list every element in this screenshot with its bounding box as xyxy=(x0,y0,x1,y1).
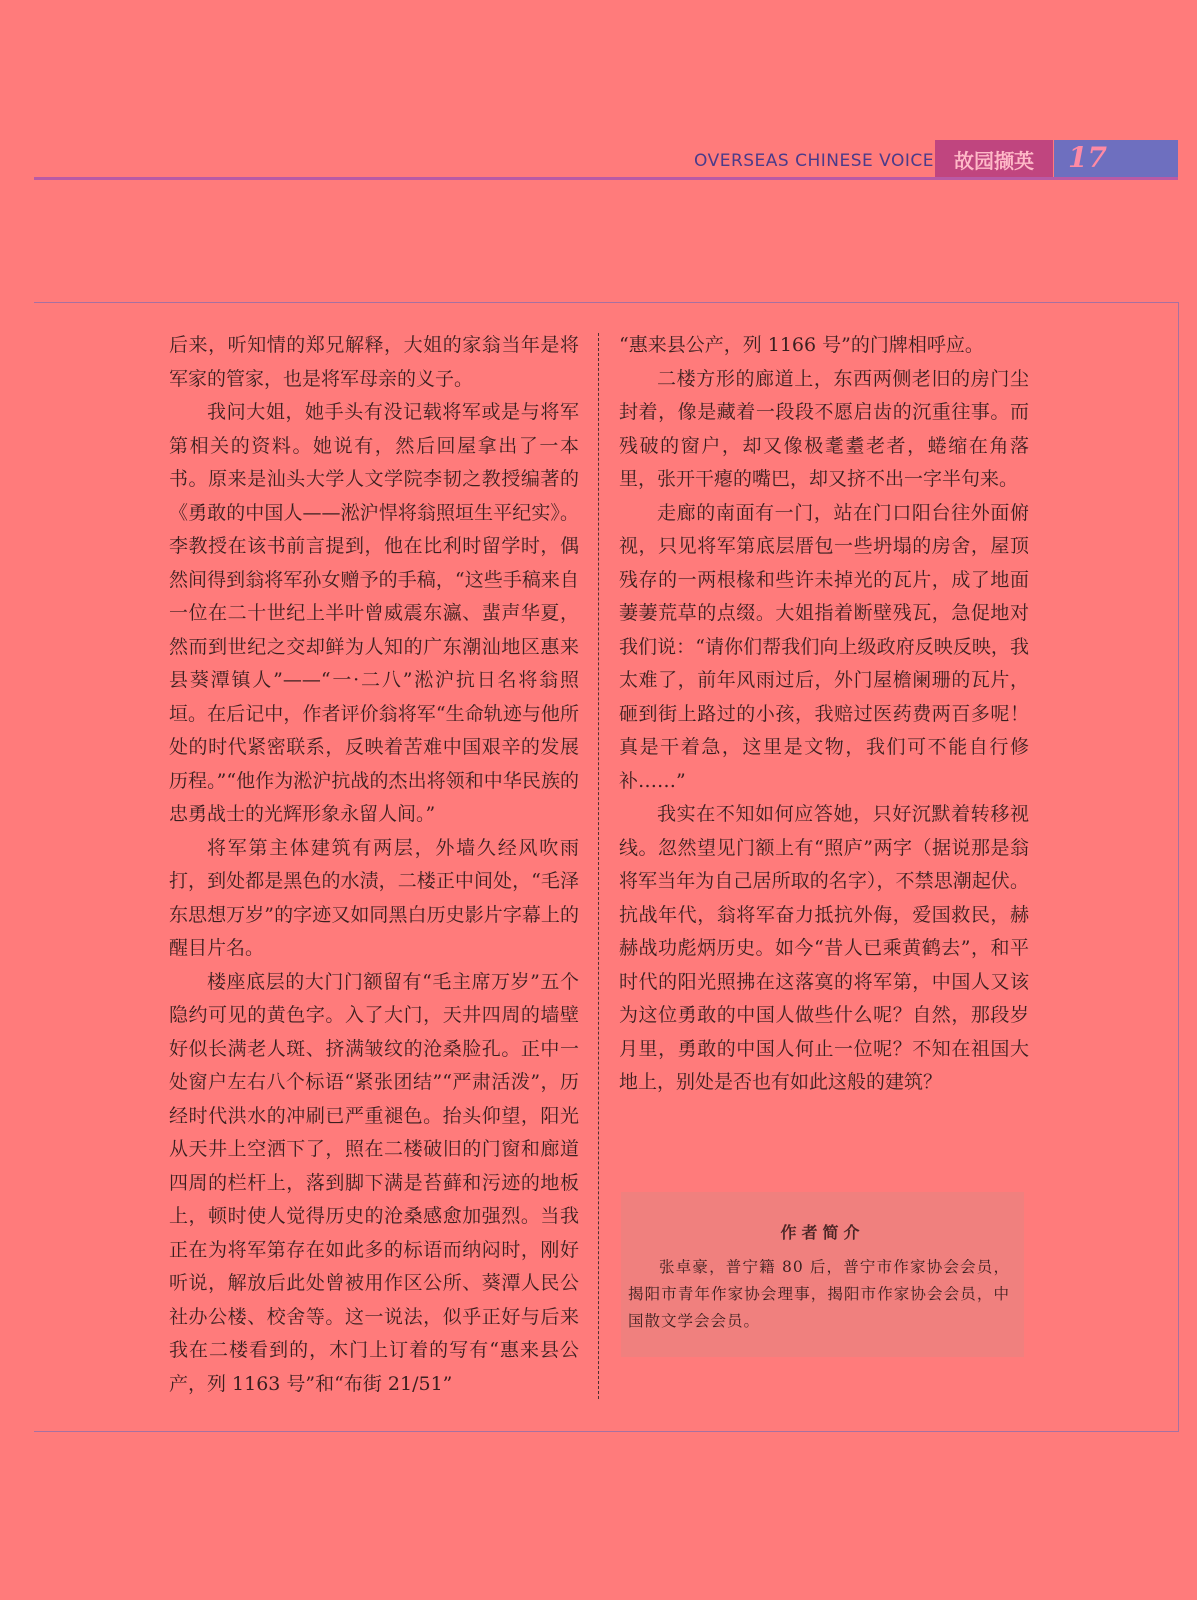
paragraph: 走廊的南面有一门，站在门口阳台往外面俯视，只见将军第底层厝包一些坍塌的房舍，屋顶残存的一两根椽和些许未掉光的瓦片，成了地面萋萋荒草的点缀。大姐指着断壁残瓦，急促地对我们说：“请你们帮我们向上级政府反映反映，我太难了，前年风雨过后，外门屋檐阑珊的瓦片，砸到街上路过的小孩，我赔过医药费两百多呢！真是干着急，这里是文物，我们可不能自行修补……” xyxy=(619,501,1029,792)
paragraph: 二楼方形的廊道上，东西两侧老旧的房门尘封着，像是藏着一段段不愿启齿的沉重往事。而残破的窗户，却又像极耄耋老者，蜷缩在角落里，张开干瘪的嘴巴，却又挤不出一字半句来。 xyxy=(619,367,1029,490)
section-tab: 故园撷英 xyxy=(935,140,1053,178)
paragraph: “惠来县公产，列 1166 号”的门牌相呼应。 xyxy=(619,334,984,356)
frame-top-line xyxy=(34,302,1178,303)
author-bio-box xyxy=(621,1192,1024,1357)
author-bio-text: 张卓豪，普宁籍 80 后，普宁市作家协会会员，揭阳市青年作家协会理事，揭阳市作家协会会员，中国散文学会会员。 xyxy=(628,1258,1010,1330)
page-number-box xyxy=(1054,140,1178,178)
magazine-name: OVERSEAS CHINESE VOICE xyxy=(694,151,935,171)
paragraph: 我实在不知如何应答她，只好沉默着转移视线。忽然望见门额上有“照庐”两字（据说那是翁将军当年为自己居所取的名字），不禁思潮起伏。抗战年代，翁将军奋力抵抗外侮，爱国救民，赫赫战功彪炳历史。如今“昔人已乘黄鹤去”，和平时代的阳光照拂在这落寞的将军第，中国人又该为这位勇敢的中国人做些什么呢？自然，那段岁月里，勇敢的中国人何止一位呢？不知在祖国大地上，别处是否也有如此这般的建筑？ xyxy=(619,803,1029,1093)
column-divider xyxy=(598,333,599,1399)
frame-bottom-line xyxy=(34,1431,1178,1432)
paragraph: 我问大姐，她手头有没记载将军或是与将军第相关的资料。她说有，然后回屋拿出了一本书。原来是汕头大学人文学院李韧之教授编著的《勇敢的中国人——淞沪悍将翁照垣生平纪实》。李教授在该书前言提到，他在比利时留学时，偶然间得到翁将军孙女赠予的手稿，“这些手稿来自一位在二十世纪上半叶曾威震东瀛、蜚声华夏，然而到世纪之交却鲜为人知的广东潮汕地区惠来县葵潭镇人”——“一·二八”淞沪抗日名将翁照垣。在后记中，作者评价翁将军“生命轨迹与他所处的时代紧密联系，反映着苦难中国艰辛的发展历程。”“他作为淞沪抗战的杰出将领和中华民族的忠勇战士的光辉形象永留人间。” xyxy=(169,401,579,825)
paragraph: 将军第主体建筑有两层，外墙久经风吹雨打，到处都是黑色的水渍，二楼正中间处，“毛泽东思想万岁”的字迹又如同黑白历史影片字幕上的醒目片名。 xyxy=(169,836,579,959)
left-column xyxy=(169,329,579,1401)
paragraph: 后来，听知情的郑兄解释，大姐的家翁当年是将军家的管家，也是将军母亲的义子。 xyxy=(169,334,579,390)
frame-right-line xyxy=(1178,302,1179,1432)
page-number: 17 xyxy=(1068,141,1107,174)
paragraph: 楼座底层的大门门额留有“毛主席万岁”五个隐约可见的黄色字。入了大门，天井四周的墙壁好似长满老人斑、挤满皱纹的沧桑脸孔。正中一处窗户左右八个标语“紧张团结”“严肃活泼”，历经时代洪水的冲刷已严重褪色。抬头仰望，阳光从天井上空洒下了，照在二楼破旧的门窗和廊道四周的栏杆上，落到脚下满是苔藓和污迹的地板上，顿时使人觉得历史的沧桑感愈加强烈。当我正在为将军第存在如此多的标语而纳闷时，刚好听说，解放后此处曾被用作区公所、葵潭人民公社办公楼、校舍等。这一说法，似乎正好与后来我在二楼看到的，木门上订着的写有“惠来县公产，列 1163 号”和“布街 21/51” xyxy=(169,970,579,1395)
right-column xyxy=(619,329,1029,1100)
header-rule xyxy=(34,177,1178,180)
author-bio-title: 作者简介 xyxy=(780,1223,865,1242)
